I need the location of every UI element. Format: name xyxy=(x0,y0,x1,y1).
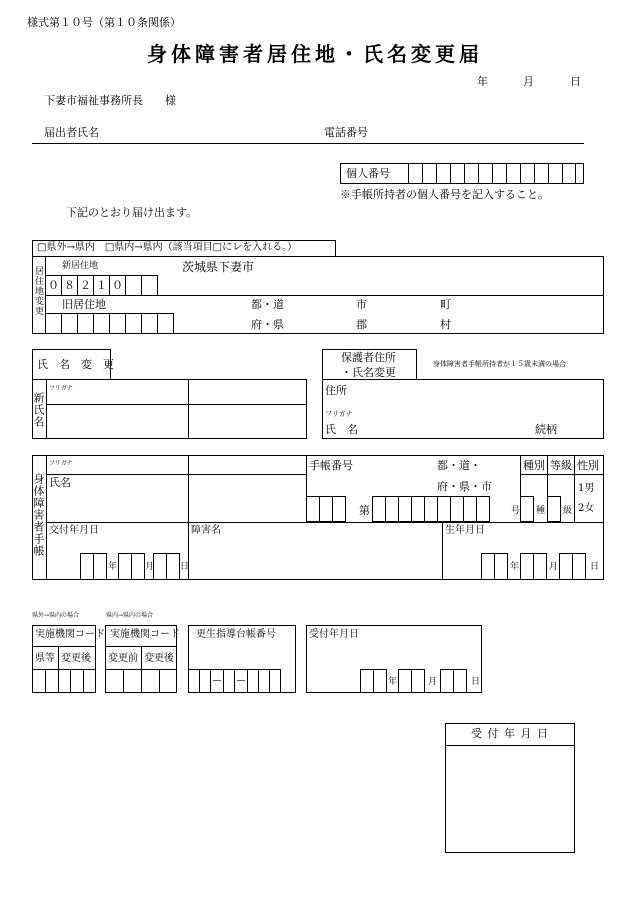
office-received-year-cells[interactable] xyxy=(360,669,387,693)
handbook-pref-top: 都・道・ xyxy=(437,459,481,472)
old-city-bottom: 郡 xyxy=(356,318,367,331)
office-code1-label: 実施機関コード xyxy=(35,629,105,640)
intro-text: 下記のとおり届け出ます。 xyxy=(66,206,198,219)
page-title: 身体障害者居住地・氏名変更届 xyxy=(147,42,483,66)
mynumber-label: 個人番号 xyxy=(346,167,390,180)
mynumber-note: ※手帳所持者の個人番号を記入すること。 xyxy=(340,188,549,201)
new-name-box[interactable] xyxy=(32,379,307,439)
addressee: 下妻市福祉事務所長 様 xyxy=(44,94,176,107)
handbook-number-label: 手帳番号 xyxy=(309,459,353,472)
birth-day-cells[interactable] xyxy=(559,553,586,580)
mynumber-cells[interactable] xyxy=(408,163,576,184)
handbook-disability-label: 障害名 xyxy=(191,525,221,536)
applicant-name-label: 届出者氏名 xyxy=(44,126,99,139)
handbook-side-label: 身体障害者手帳 xyxy=(32,473,45,557)
office-code2-sub2: 変更後 xyxy=(144,653,174,664)
ledger-dash-1: — xyxy=(210,669,224,693)
receipt-stamp-label: 受 付 年 月 日 xyxy=(471,727,549,740)
guardian-box[interactable] xyxy=(322,379,604,439)
guardian-note: 身体障害者手帳所持者が１５歳未満の場合 xyxy=(433,360,566,368)
zip-digit-1: ０ xyxy=(45,275,62,296)
office-code2-sub1: 変更前 xyxy=(108,653,138,664)
birth-year-label: 年 xyxy=(510,562,520,572)
office-received-day-cells[interactable] xyxy=(440,669,467,693)
handbook-pref-bottom: 府・県・市 xyxy=(437,480,492,493)
new-zip-cells[interactable] xyxy=(45,275,158,296)
office-ledger-cells[interactable] xyxy=(188,669,281,693)
form-number: 様式第１０号（第１０条関係） xyxy=(27,16,181,29)
handbook-male[interactable]: 1男 xyxy=(578,483,595,494)
guardian-name-label: 氏 名 xyxy=(325,423,358,436)
issue-year-cells[interactable] xyxy=(80,553,107,580)
handbook-number-cells[interactable] xyxy=(372,496,490,522)
phone-label: 電話番号 xyxy=(324,126,368,139)
birth-month-cells[interactable] xyxy=(520,553,547,580)
office-code1-sub1: 県等 xyxy=(35,653,55,664)
new-residence-address: 茨城県下妻市 xyxy=(182,260,255,274)
zip-digit-3: ２ xyxy=(77,275,94,296)
zip-digit-6 xyxy=(125,275,142,296)
old-city-top: 市 xyxy=(356,298,367,311)
handbook-shu: 種 xyxy=(536,506,546,516)
handbook-name-label: 氏名 xyxy=(49,476,71,489)
date-month-label: 月 xyxy=(523,75,534,88)
handbook-go: 号 xyxy=(511,506,521,516)
birth-day-label: 日 xyxy=(590,562,600,572)
zip-digit-4: １ xyxy=(93,275,110,296)
handbook-type-label: 種別 xyxy=(523,459,545,472)
zip-digit-5: ０ xyxy=(109,275,126,296)
office-received-day: 日 xyxy=(471,677,481,687)
date-day-label: 日 xyxy=(570,75,581,88)
applicant-underline xyxy=(32,143,584,144)
office-note-2: 県内→県内の場合 xyxy=(106,612,154,619)
guardian-relation-label: 続柄 xyxy=(535,423,557,436)
handbook-sex-label: 性別 xyxy=(577,459,599,472)
issue-year-label: 年 xyxy=(108,562,118,572)
handbook-furigana: フリガナ xyxy=(49,460,73,467)
issue-month-label: 月 xyxy=(145,562,155,572)
issue-day-label: 日 xyxy=(180,562,190,572)
handbook-female[interactable]: 2女 xyxy=(578,503,595,514)
old-pref-top: 都・道 xyxy=(251,298,284,311)
new-name-furigana: フリガナ xyxy=(49,385,73,392)
office-received-year: 年 xyxy=(388,677,398,687)
guardian-furigana: フリガナ xyxy=(325,410,353,418)
old-pref-bottom: 府・県 xyxy=(251,318,284,331)
birth-month-label: 月 xyxy=(549,562,559,572)
handbook-birth-label: 生年月日 xyxy=(445,525,485,536)
old-zip-cells[interactable] xyxy=(45,313,174,334)
office-note-1: 県外→県内の場合 xyxy=(32,612,80,619)
name-change-title: 氏 名 変 更 xyxy=(37,358,114,371)
office-code2-label: 実施機関コード xyxy=(110,629,180,640)
office-received-month-cells[interactable] xyxy=(398,669,425,693)
date-year-label: 年 xyxy=(477,75,488,88)
zip-digit-7 xyxy=(141,275,158,296)
zip-digit-2: ８ xyxy=(61,275,78,296)
guardian-address-label: 住所 xyxy=(325,384,347,397)
new-name-side-label: 新氏名 xyxy=(32,392,45,428)
old-residence-label: 旧居住地 xyxy=(62,298,106,311)
birth-year-cells[interactable] xyxy=(481,553,508,580)
office-code1-sub2: 変更後 xyxy=(61,653,91,664)
handbook-issue-label: 交付年月日 xyxy=(49,525,99,536)
handbook-grade-cell[interactable] xyxy=(547,496,561,522)
office-received-month: 月 xyxy=(428,677,438,687)
issue-day-cells[interactable] xyxy=(153,553,180,580)
handbook-type-cell[interactable] xyxy=(520,496,534,522)
handbook-dai: 第 xyxy=(359,504,370,517)
handbook-pref-code-cells[interactable] xyxy=(306,496,346,522)
ledger-dash-2: — xyxy=(234,669,248,693)
new-residence-label: 新居住地 xyxy=(62,261,99,271)
office-received-label: 受付年月日 xyxy=(309,629,359,640)
office-ledger-label: 更生指導台帳番号 xyxy=(196,629,276,640)
issue-month-cells[interactable] xyxy=(118,553,145,580)
guardian-header-line2: ・氏名変更 xyxy=(341,366,396,379)
residence-checkbox-text: □県外→県内 □県内→県内（該当項目□にレを入れる。） xyxy=(37,242,298,253)
guardian-header-line1: 保護者住所 xyxy=(341,351,396,364)
handbook-kyu: 級 xyxy=(563,506,573,516)
handbook-grade-label: 等級 xyxy=(550,459,572,472)
old-town-bottom: 村 xyxy=(440,318,451,331)
old-town-top: 町 xyxy=(440,298,451,311)
residence-side-label: 居住地変更 xyxy=(33,266,43,316)
receipt-stamp-box[interactable] xyxy=(445,723,575,853)
